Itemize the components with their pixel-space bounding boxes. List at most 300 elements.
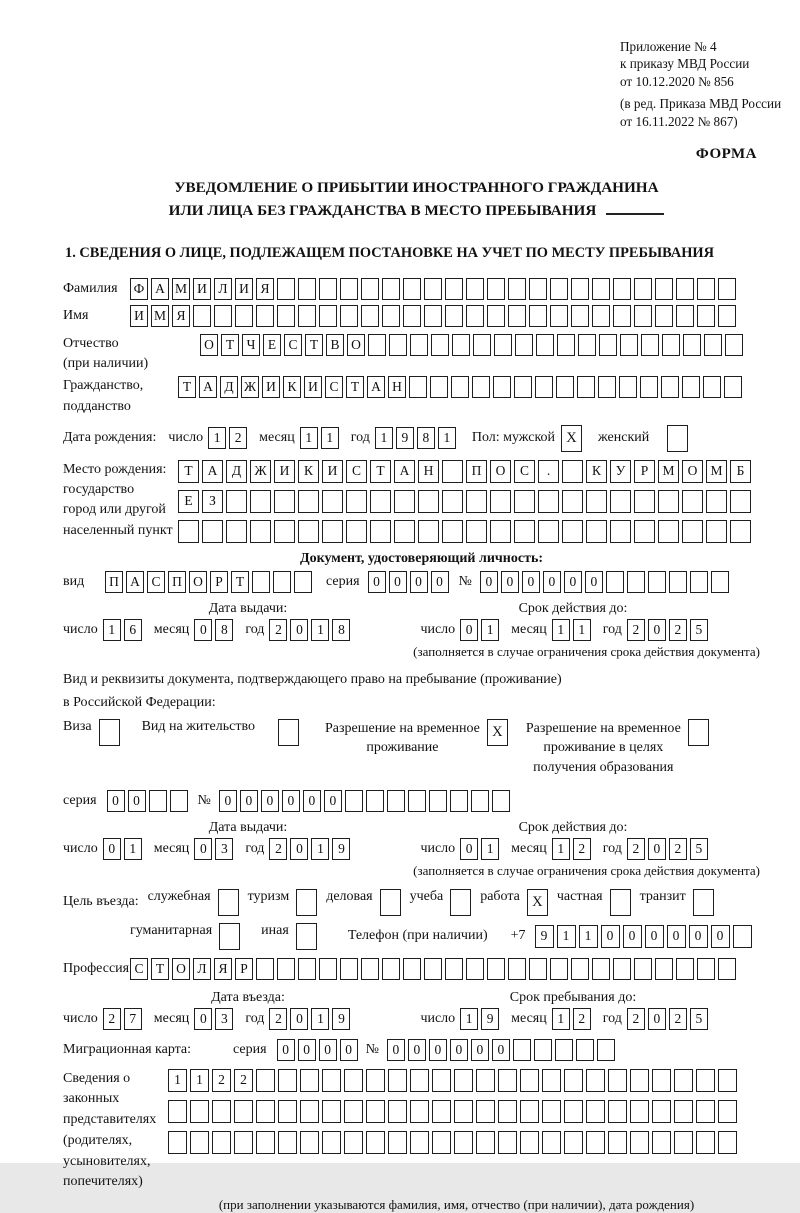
- char-cell[interactable]: [193, 305, 211, 327]
- char-cell[interactable]: [300, 1069, 319, 1092]
- char-cell[interactable]: [442, 460, 463, 483]
- char-cell[interactable]: 6: [124, 619, 142, 641]
- char-cell[interactable]: [476, 1131, 495, 1154]
- char-cell[interactable]: [658, 490, 679, 513]
- char-cell[interactable]: [610, 889, 631, 916]
- char-cell[interactable]: [346, 490, 367, 513]
- char-cell[interactable]: [454, 1131, 473, 1154]
- char-cell[interactable]: [382, 278, 400, 300]
- char-cell[interactable]: 0: [277, 1039, 295, 1061]
- char-cell[interactable]: 0: [282, 790, 300, 812]
- char-cell[interactable]: 8: [417, 427, 435, 449]
- char-cell[interactable]: И: [262, 376, 280, 398]
- char-cell[interactable]: [394, 490, 415, 513]
- char-cell[interactable]: П: [466, 460, 487, 483]
- char-cell[interactable]: 0: [564, 571, 582, 593]
- char-cell[interactable]: [278, 1131, 297, 1154]
- char-cell[interactable]: 0: [667, 925, 686, 948]
- char-cell[interactable]: [298, 520, 319, 543]
- char-cell[interactable]: 0: [543, 571, 561, 593]
- char-cell[interactable]: [606, 571, 624, 593]
- purpose-option-checkbox[interactable]: [380, 889, 401, 916]
- char-cell[interactable]: [149, 790, 167, 812]
- char-cell[interactable]: 1: [311, 1008, 329, 1030]
- char-cell[interactable]: [256, 1100, 275, 1123]
- char-cell[interactable]: 1: [321, 427, 339, 449]
- char-cell[interactable]: [630, 1069, 649, 1092]
- char-cell[interactable]: И: [322, 460, 343, 483]
- char-cell[interactable]: [403, 305, 421, 327]
- char-cell[interactable]: [298, 278, 316, 300]
- char-cell[interactable]: [592, 278, 610, 300]
- char-cell[interactable]: 0: [711, 925, 730, 948]
- char-cell[interactable]: [562, 490, 583, 513]
- char-cell[interactable]: [634, 305, 652, 327]
- char-cell[interactable]: 1: [552, 838, 570, 860]
- birth-year-boxes[interactable]: [375, 427, 456, 449]
- residence-permit-checkbox[interactable]: [278, 719, 299, 746]
- char-cell[interactable]: [410, 334, 428, 356]
- char-cell[interactable]: [431, 334, 449, 356]
- char-cell[interactable]: 0: [522, 571, 540, 593]
- char-cell[interactable]: 5: [690, 619, 708, 641]
- char-cell[interactable]: [718, 1069, 737, 1092]
- char-cell[interactable]: [388, 1131, 407, 1154]
- char-cell[interactable]: [432, 1069, 451, 1092]
- char-cell[interactable]: [542, 1100, 561, 1123]
- char-cell[interactable]: [697, 278, 715, 300]
- char-cell[interactable]: [529, 958, 547, 980]
- char-cell[interactable]: [432, 1131, 451, 1154]
- char-cell[interactable]: [676, 305, 694, 327]
- char-cell[interactable]: [322, 520, 343, 543]
- char-cell[interactable]: [555, 1039, 573, 1061]
- char-cell[interactable]: И: [235, 278, 253, 300]
- char-cell[interactable]: [256, 1069, 275, 1092]
- char-cell[interactable]: М: [151, 305, 169, 327]
- char-cell[interactable]: [627, 571, 645, 593]
- char-cell[interactable]: X: [487, 719, 508, 746]
- doc-number-boxes[interactable]: [480, 571, 729, 593]
- doc-expiry-day[interactable]: [460, 619, 499, 641]
- citizenship-boxes[interactable]: [178, 376, 742, 398]
- char-cell[interactable]: [520, 1131, 539, 1154]
- purpose-option-checkbox[interactable]: [296, 923, 317, 950]
- visa-checkbox[interactable]: [99, 719, 120, 746]
- surname-boxes[interactable]: [130, 278, 736, 300]
- purpose-option-checkbox[interactable]: [693, 889, 714, 916]
- char-cell[interactable]: [190, 1131, 209, 1154]
- char-cell[interactable]: Ф: [130, 278, 148, 300]
- char-cell[interactable]: [252, 571, 270, 593]
- char-cell[interactable]: О: [172, 958, 190, 980]
- char-cell[interactable]: [382, 958, 400, 980]
- char-cell[interactable]: 1: [481, 619, 499, 641]
- char-cell[interactable]: [542, 1069, 561, 1092]
- char-cell[interactable]: [515, 334, 533, 356]
- char-cell[interactable]: 0: [389, 571, 407, 593]
- char-cell[interactable]: [226, 490, 247, 513]
- char-cell[interactable]: П: [105, 571, 123, 593]
- char-cell[interactable]: [718, 1100, 737, 1123]
- char-cell[interactable]: [655, 278, 673, 300]
- char-cell[interactable]: Д: [220, 376, 238, 398]
- char-cell[interactable]: 0: [107, 790, 125, 812]
- char-cell[interactable]: [534, 1039, 552, 1061]
- char-cell[interactable]: О: [200, 334, 218, 356]
- purpose-option-checkbox[interactable]: [296, 889, 317, 916]
- char-cell[interactable]: [535, 376, 553, 398]
- char-cell[interactable]: 0: [368, 571, 386, 593]
- migration-series-boxes[interactable]: [277, 1039, 358, 1061]
- char-cell[interactable]: А: [394, 460, 415, 483]
- char-cell[interactable]: [298, 958, 316, 980]
- char-cell[interactable]: [418, 490, 439, 513]
- char-cell[interactable]: 1: [557, 925, 576, 948]
- char-cell[interactable]: С: [147, 571, 165, 593]
- char-cell[interactable]: [662, 334, 680, 356]
- char-cell[interactable]: [514, 520, 535, 543]
- char-cell[interactable]: [410, 1069, 429, 1092]
- char-cell[interactable]: [389, 334, 407, 356]
- char-cell[interactable]: [340, 305, 358, 327]
- char-cell[interactable]: [403, 958, 421, 980]
- char-cell[interactable]: 1: [573, 619, 591, 641]
- char-cell[interactable]: [661, 376, 679, 398]
- char-cell[interactable]: [608, 1131, 627, 1154]
- char-cell[interactable]: [366, 1131, 385, 1154]
- char-cell[interactable]: [472, 376, 490, 398]
- char-cell[interactable]: [564, 1131, 583, 1154]
- birth-place-row-2[interactable]: [178, 490, 751, 513]
- char-cell[interactable]: [648, 571, 666, 593]
- char-cell[interactable]: 8: [332, 619, 350, 641]
- char-cell[interactable]: [466, 490, 487, 513]
- char-cell[interactable]: [655, 305, 673, 327]
- doc-type-boxes[interactable]: [105, 571, 312, 593]
- char-cell[interactable]: 2: [269, 838, 287, 860]
- char-cell[interactable]: [418, 520, 439, 543]
- char-cell[interactable]: 0: [501, 571, 519, 593]
- char-cell[interactable]: [256, 305, 274, 327]
- char-cell[interactable]: [178, 520, 199, 543]
- char-cell[interactable]: [212, 1131, 231, 1154]
- doc-issue-day[interactable]: [103, 619, 142, 641]
- char-cell[interactable]: [613, 278, 631, 300]
- char-cell[interactable]: [273, 571, 291, 593]
- char-cell[interactable]: 0: [290, 619, 308, 641]
- char-cell[interactable]: [564, 1069, 583, 1092]
- char-cell[interactable]: [466, 278, 484, 300]
- char-cell[interactable]: [508, 305, 526, 327]
- char-cell[interactable]: 0: [194, 838, 212, 860]
- char-cell[interactable]: Т: [305, 334, 323, 356]
- char-cell[interactable]: [513, 1039, 531, 1061]
- char-cell[interactable]: И: [193, 278, 211, 300]
- char-cell[interactable]: [630, 1100, 649, 1123]
- char-cell[interactable]: 0: [689, 925, 708, 948]
- rvp-series-boxes[interactable]: [107, 790, 188, 812]
- char-cell[interactable]: 0: [431, 571, 449, 593]
- char-cell[interactable]: [542, 1131, 561, 1154]
- char-cell[interactable]: [294, 571, 312, 593]
- char-cell[interactable]: [508, 958, 526, 980]
- char-cell[interactable]: [424, 958, 442, 980]
- char-cell[interactable]: [409, 376, 427, 398]
- char-cell[interactable]: 9: [332, 1008, 350, 1030]
- char-cell[interactable]: [693, 889, 714, 916]
- char-cell[interactable]: [340, 958, 358, 980]
- char-cell[interactable]: [277, 278, 295, 300]
- char-cell[interactable]: [688, 719, 709, 746]
- purpose-option-checkbox[interactable]: [610, 889, 631, 916]
- char-cell[interactable]: [319, 958, 337, 980]
- char-cell[interactable]: [366, 1069, 385, 1092]
- char-cell[interactable]: 0: [585, 571, 603, 593]
- char-cell[interactable]: 8: [215, 619, 233, 641]
- sex-male-checkbox[interactable]: [561, 425, 582, 452]
- char-cell[interactable]: 0: [128, 790, 146, 812]
- char-cell[interactable]: [408, 790, 426, 812]
- char-cell[interactable]: [190, 1100, 209, 1123]
- birth-month-boxes[interactable]: [300, 427, 339, 449]
- phone-boxes[interactable]: [535, 925, 752, 948]
- char-cell[interactable]: 0: [408, 1039, 426, 1061]
- char-cell[interactable]: [730, 490, 751, 513]
- char-cell[interactable]: [250, 490, 271, 513]
- char-cell[interactable]: Е: [263, 334, 281, 356]
- char-cell[interactable]: [345, 790, 363, 812]
- char-cell[interactable]: 3: [215, 838, 233, 860]
- char-cell[interactable]: [234, 1131, 253, 1154]
- char-cell[interactable]: [370, 490, 391, 513]
- char-cell[interactable]: [490, 520, 511, 543]
- char-cell[interactable]: 0: [261, 790, 279, 812]
- purpose-option-checkbox[interactable]: [219, 923, 240, 950]
- char-cell[interactable]: [652, 1131, 671, 1154]
- char-cell[interactable]: 9: [481, 1008, 499, 1030]
- char-cell[interactable]: А: [199, 376, 217, 398]
- entry-year[interactable]: [269, 1008, 350, 1030]
- char-cell[interactable]: [634, 958, 652, 980]
- char-cell[interactable]: 0: [303, 790, 321, 812]
- char-cell[interactable]: [658, 520, 679, 543]
- char-cell[interactable]: Т: [370, 460, 391, 483]
- char-cell[interactable]: 0: [387, 1039, 405, 1061]
- char-cell[interactable]: [476, 1069, 495, 1092]
- char-cell[interactable]: [361, 305, 379, 327]
- char-cell[interactable]: [454, 1069, 473, 1092]
- char-cell[interactable]: 2: [627, 838, 645, 860]
- char-cell[interactable]: [630, 1131, 649, 1154]
- char-cell[interactable]: 2: [627, 619, 645, 641]
- char-cell[interactable]: [322, 1100, 341, 1123]
- char-cell[interactable]: И: [130, 305, 148, 327]
- char-cell[interactable]: [655, 958, 673, 980]
- char-cell[interactable]: 0: [319, 1039, 337, 1061]
- char-cell[interactable]: [676, 958, 694, 980]
- char-cell[interactable]: [487, 278, 505, 300]
- char-cell[interactable]: [445, 958, 463, 980]
- char-cell[interactable]: 1: [579, 925, 598, 948]
- char-cell[interactable]: 0: [648, 1008, 666, 1030]
- char-cell[interactable]: [634, 490, 655, 513]
- char-cell[interactable]: 0: [324, 790, 342, 812]
- char-cell[interactable]: [296, 889, 317, 916]
- char-cell[interactable]: [718, 958, 736, 980]
- char-cell[interactable]: [586, 1100, 605, 1123]
- char-cell[interactable]: [403, 278, 421, 300]
- char-cell[interactable]: О: [682, 460, 703, 483]
- char-cell[interactable]: О: [347, 334, 365, 356]
- char-cell[interactable]: Д: [226, 460, 247, 483]
- char-cell[interactable]: [473, 334, 491, 356]
- birth-place-row-1[interactable]: [178, 460, 751, 483]
- char-cell[interactable]: [550, 278, 568, 300]
- char-cell[interactable]: [226, 520, 247, 543]
- char-cell[interactable]: [274, 490, 295, 513]
- char-cell[interactable]: У: [610, 460, 631, 483]
- char-cell[interactable]: Т: [151, 958, 169, 980]
- char-cell[interactable]: И: [304, 376, 322, 398]
- char-cell[interactable]: 1: [124, 838, 142, 860]
- char-cell[interactable]: [682, 376, 700, 398]
- char-cell[interactable]: О: [189, 571, 207, 593]
- purpose-option-checkbox[interactable]: [218, 889, 239, 916]
- char-cell[interactable]: 0: [450, 1039, 468, 1061]
- char-cell[interactable]: [466, 520, 487, 543]
- char-cell[interactable]: 0: [460, 838, 478, 860]
- char-cell[interactable]: [682, 490, 703, 513]
- doc-issue-year[interactable]: [269, 619, 350, 641]
- char-cell[interactable]: С: [346, 460, 367, 483]
- char-cell[interactable]: 1: [460, 1008, 478, 1030]
- stay-day[interactable]: [460, 1008, 499, 1030]
- char-cell[interactable]: [564, 1100, 583, 1123]
- char-cell[interactable]: [498, 1100, 517, 1123]
- char-cell[interactable]: [278, 1069, 297, 1092]
- char-cell[interactable]: А: [126, 571, 144, 593]
- char-cell[interactable]: [322, 490, 343, 513]
- char-cell[interactable]: [99, 719, 120, 746]
- char-cell[interactable]: [514, 490, 535, 513]
- char-cell[interactable]: [610, 490, 631, 513]
- char-cell[interactable]: [718, 278, 736, 300]
- char-cell[interactable]: 9: [535, 925, 554, 948]
- char-cell[interactable]: [346, 520, 367, 543]
- doc-series-boxes[interactable]: [368, 571, 449, 593]
- char-cell[interactable]: [586, 490, 607, 513]
- char-cell[interactable]: [202, 520, 223, 543]
- char-cell[interactable]: [214, 305, 232, 327]
- char-cell[interactable]: Я: [172, 305, 190, 327]
- char-cell[interactable]: [690, 571, 708, 593]
- char-cell[interactable]: [451, 376, 469, 398]
- char-cell[interactable]: [652, 1100, 671, 1123]
- char-cell[interactable]: [724, 376, 742, 398]
- char-cell[interactable]: 0: [623, 925, 642, 948]
- char-cell[interactable]: [429, 790, 447, 812]
- char-cell[interactable]: 0: [290, 838, 308, 860]
- char-cell[interactable]: 0: [410, 571, 428, 593]
- char-cell[interactable]: [529, 305, 547, 327]
- legal-reps-row-2[interactable]: [168, 1100, 737, 1123]
- char-cell[interactable]: [557, 334, 575, 356]
- char-cell[interactable]: [300, 1131, 319, 1154]
- char-cell[interactable]: [445, 305, 463, 327]
- char-cell[interactable]: 0: [290, 1008, 308, 1030]
- char-cell[interactable]: [170, 790, 188, 812]
- char-cell[interactable]: [250, 520, 271, 543]
- char-cell[interactable]: [424, 305, 442, 327]
- char-cell[interactable]: [450, 889, 471, 916]
- char-cell[interactable]: [676, 278, 694, 300]
- char-cell[interactable]: [493, 376, 511, 398]
- char-cell[interactable]: [634, 278, 652, 300]
- sex-female-checkbox[interactable]: [667, 425, 688, 452]
- char-cell[interactable]: [344, 1069, 363, 1092]
- char-cell[interactable]: [361, 958, 379, 980]
- char-cell[interactable]: 3: [215, 1008, 233, 1030]
- birth-day-boxes[interactable]: [208, 427, 247, 449]
- char-cell[interactable]: [277, 305, 295, 327]
- patronymic-boxes[interactable]: [200, 334, 743, 356]
- rvp-expiry-month[interactable]: [552, 838, 591, 860]
- char-cell[interactable]: 2: [212, 1069, 231, 1092]
- char-cell[interactable]: [571, 305, 589, 327]
- char-cell[interactable]: [711, 571, 729, 593]
- char-cell[interactable]: X: [527, 889, 548, 916]
- char-cell[interactable]: .: [538, 460, 559, 483]
- char-cell[interactable]: 5: [690, 1008, 708, 1030]
- char-cell[interactable]: М: [706, 460, 727, 483]
- char-cell[interactable]: Ж: [250, 460, 271, 483]
- char-cell[interactable]: [298, 490, 319, 513]
- char-cell[interactable]: [641, 334, 659, 356]
- char-cell[interactable]: 7: [124, 1008, 142, 1030]
- char-cell[interactable]: [344, 1100, 363, 1123]
- char-cell[interactable]: [613, 305, 631, 327]
- char-cell[interactable]: Л: [214, 278, 232, 300]
- char-cell[interactable]: М: [172, 278, 190, 300]
- char-cell[interactable]: О: [490, 460, 511, 483]
- char-cell[interactable]: Я: [256, 278, 274, 300]
- char-cell[interactable]: [394, 520, 415, 543]
- char-cell[interactable]: 0: [460, 619, 478, 641]
- char-cell[interactable]: [452, 334, 470, 356]
- char-cell[interactable]: [556, 376, 574, 398]
- char-cell[interactable]: [674, 1131, 693, 1154]
- char-cell[interactable]: [696, 1069, 715, 1092]
- given-name-boxes[interactable]: [130, 305, 736, 327]
- char-cell[interactable]: [706, 490, 727, 513]
- char-cell[interactable]: [322, 1069, 341, 1092]
- stay-year[interactable]: [627, 1008, 708, 1030]
- legal-reps-row-1[interactable]: [168, 1069, 737, 1092]
- char-cell[interactable]: [387, 790, 405, 812]
- char-cell[interactable]: 0: [194, 1008, 212, 1030]
- char-cell[interactable]: 0: [340, 1039, 358, 1061]
- doc-issue-month[interactable]: [194, 619, 233, 641]
- char-cell[interactable]: 2: [234, 1069, 253, 1092]
- char-cell[interactable]: [319, 278, 337, 300]
- purpose-option-checkbox[interactable]: [527, 889, 548, 916]
- char-cell[interactable]: [520, 1100, 539, 1123]
- char-cell[interactable]: [494, 334, 512, 356]
- char-cell[interactable]: Я: [214, 958, 232, 980]
- char-cell[interactable]: [256, 1131, 275, 1154]
- char-cell[interactable]: М: [658, 460, 679, 483]
